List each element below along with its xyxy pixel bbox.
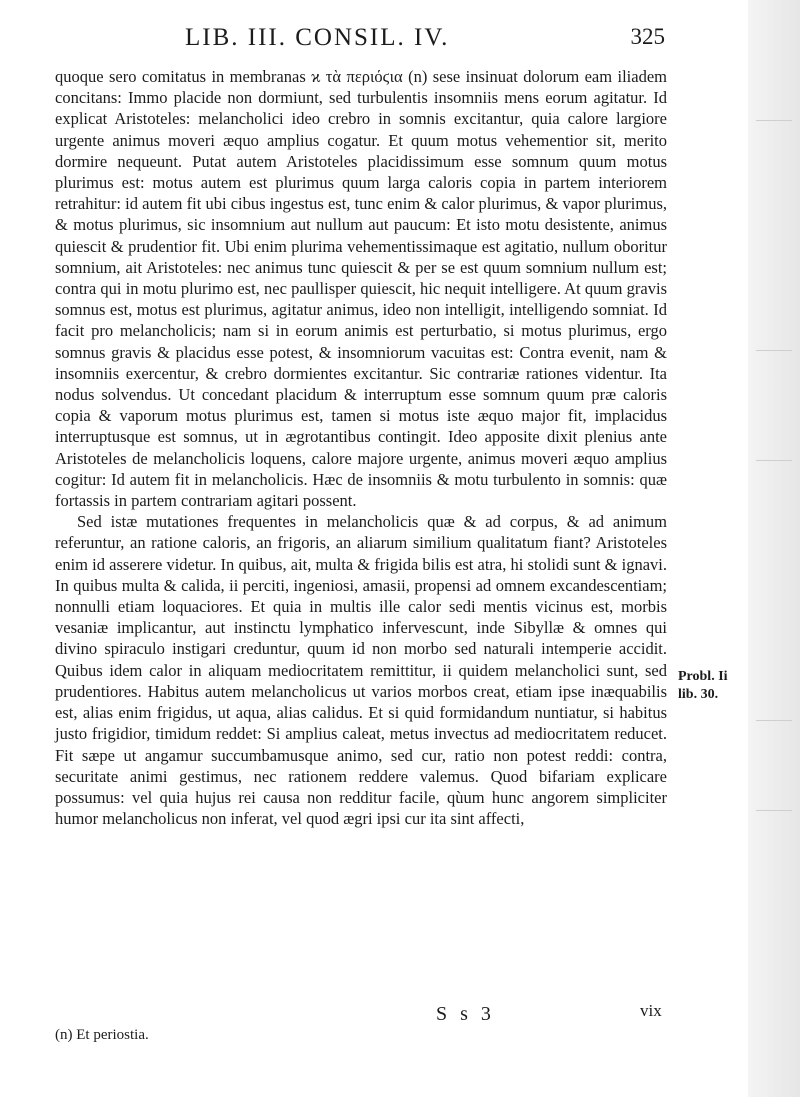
catchword: vix: [640, 1001, 662, 1020]
bleed-line: [756, 460, 792, 461]
bleed-line: [756, 120, 792, 121]
running-head: LIB. III. CONSIL. IV.: [185, 24, 450, 51]
body-text: [55, 66, 667, 829]
paragraph-2: Sed istæ mutationes frequentes in melancholicis quæ & ad corpus, & ad animum referuntur, an ratione caloris, an frigoris, an aliarum similium qualitatum fiant? Aristoteles enim id asserere videtur. In quibus, ait, multa & frigida bilis est atra, hi stolidi sunt & ignavi. In quibus multa & calida, ii perciti, ingeniosi, amasii, propensi ad omnem excandescentiam; nonnulli etiam loquaciores. Et quia in multis ille calor sedi mentis vicinus est, morbis vesaniæ implicantur, aut instinctu lymphatico infervescunt, inde Sibyllæ & omnes qui divino spiraculo instigari creduntur, quum id non morbo sed naturali intemperie accidit. Quibus idem calor in aliquam mediocritatem remittitur, ii quidem melancholici sunt, sed prudentiores. Habitus autem melancholicus ut varios morbos creat, etiam ipse inæquabilis est, alias enim frigidus, ut aqua, alias calidus. Et si quid formidandum nuntiatur, si habitus justo frigidior, timidum reddet: Si amplius caleat, metus invectus ad mediocritatem reducet. Fit sæpe ut angamur succumbamusque animo, sed cur, ratio non potest reddi: contra, securitate animi gestimus, nec rationem reddere valemus. Quod bifariam explicare possumus: vel quia hujus rei causa non redditur facile, qùum hunc angorem simpliciter humor melancholicus non inferat, vel quod ægri ipsi cur ita sint affecti,: [55, 512, 667, 829]
footnote: (n) Et periostia.: [55, 1027, 149, 1043]
page-header: [55, 24, 665, 54]
margin-note-line-1: Probl. Ii: [678, 669, 728, 684]
bleed-line: [756, 720, 792, 721]
margin-note-line-2: lib. 30.: [678, 687, 719, 702]
paragraph-1: quoque sero comitatus in membranas ϰ τὰ περιόϛια (n) sese insinuat dolorum eam iliadem concitans: Immo placide non dormiunt, sed turbulentis insomniis mens eorum agitatur. Id explicat Aristoteles: melancholici ideo crebro in somnis excitantur, quia calore largiore urgente animus moveri æquo amplius cogatur. Et quum motus vehementior sit, merito dormire nequeunt. Putat autem Aristoteles placidissimum esse somnum quum motus plurimus est: motus autem est plurimus quum larga caloris copia in partem interiorem retrahitur: id autem fit ubi cibus ingestus est, tunc enim & calor plurimus, & vapor plurimus, & motus plurimus, sic insomnium aut nullum aut paucum: Et isto motu desistente, animus quiescit & prudentior fit. Ubi enim plurima vehementissimaque est agitatio, nullum oboritur somnium, ait Aristoteles: nec animus tunc quiescit & per se est quum somnium nullum est; contra qui in motu plurimo est, nec paullisper quiescit, hic nequit intelligere. At quum gravis somnus est, motus est plurimus, agitatur animus, ideo non intelligit, intelligendo somniat. Id facit pro melancholicis; nam si in eorum animis est perturbatio, si motus plurimus, ergo somnus gravis & placidus esse potest, & insomniorum vacuitas est: Contra evenit, nam & insomniis exercentur, & crebro dormientes excitantur. Sic contrariæ rationes videntur. Ita nodus solvendus. Ut concedant placidum & interruptum esse somnum quum præ caloris copia & vaporum motus plurimus est, tamen si motus iste æquo major fit, implacidus interruptusque est somnus, ut in ægrotantibus contingit. Ideo apposite dixit plenius ante Aristoteles de melancholicis loquens, calore majore urgente, animus moveri æquo amplius cogitur: Id autem fit in melancholicis. Hæc de insomniis & motu turbulento in somnis: quæ fortassis in partem contrariam agitari possent.: [55, 67, 667, 511]
signature-mark: S s 3: [436, 1003, 495, 1025]
page-number: 325: [630, 24, 665, 49]
bleed-line: [756, 810, 792, 811]
margin-note: [678, 668, 748, 704]
facing-page-bleed: [748, 0, 800, 1097]
bleed-line: [756, 350, 792, 351]
